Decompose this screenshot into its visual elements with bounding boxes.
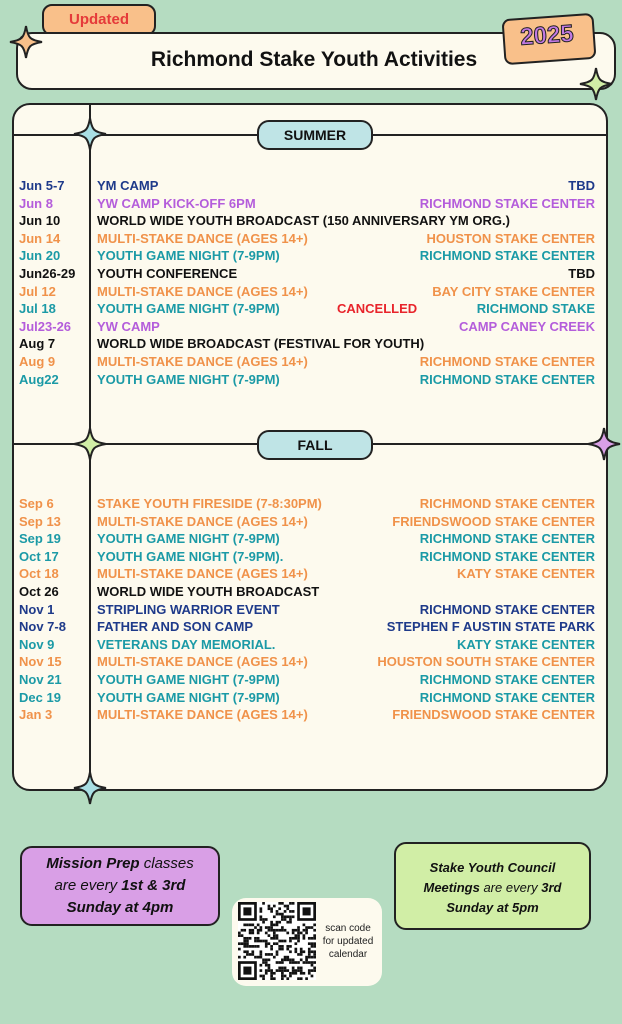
year-label: 2025 — [519, 20, 575, 51]
mission-prep-time: Sunday at 4pm — [66, 899, 174, 916]
event-location: RICHMOND STAKE CENTER — [419, 248, 595, 264]
event-date: Oct 26 — [19, 584, 59, 599]
event-date: Nov 15 — [19, 654, 62, 670]
event-title: MULTI-STAKE DANCE (AGES 14+) — [97, 230, 308, 246]
event-title: WORLD WIDE YOUTH BROADCAST (150 ANNIVERSARY YM ORG.) — [97, 213, 510, 229]
event-title: YOUTH GAME NIGHT (7-9PM) — [97, 689, 280, 705]
event-title: YOUTH GAME NIGHT (7-9PM) — [97, 301, 280, 317]
mission-prep-weeks: 1st & 3rd — [121, 877, 186, 894]
event-title: YOUTH GAME NIGHT (7-9PM) — [97, 248, 280, 264]
event-location: RICHMOND STAKE CENTER — [419, 195, 595, 211]
event-row — [0, 300, 622, 318]
event-row — [0, 371, 622, 389]
event-row — [0, 177, 622, 195]
section-label-summer: SUMMER — [257, 120, 373, 150]
event-title: WORLD WIDE YOUTH BROADCAST — [97, 584, 320, 599]
mission-prep-note — [20, 846, 220, 926]
council-week: 3rd — [541, 880, 562, 895]
event-date: Jun 8 — [19, 195, 53, 211]
event-date: Oct 17 — [19, 548, 59, 564]
sparkle-icon — [72, 426, 108, 462]
event-row — [0, 495, 622, 513]
event-title: YOUTH GAME NIGHT (7-9PM) — [97, 672, 280, 687]
youth-council-note — [394, 842, 591, 930]
event-title: MULTI-STAKE DANCE (AGES 14+) — [97, 354, 308, 369]
event-location: HOUSTON SOUTH STAKE CENTER — [377, 654, 595, 670]
sparkle-icon — [578, 66, 614, 102]
event-row — [0, 671, 622, 689]
event-location: RICHMOND STAKE CENTER — [419, 496, 595, 511]
event-title: MULTI-STAKE DANCE (AGES 14+) — [97, 707, 308, 723]
sparkle-icon — [8, 24, 44, 60]
event-date: Nov 7-8 — [19, 619, 66, 635]
event-row — [0, 335, 622, 353]
event-location: KATY STAKE CENTER — [457, 636, 595, 652]
event-date: Nov 9 — [19, 636, 55, 652]
event-title: MULTI-STAKE DANCE (AGES 14+) — [97, 283, 308, 299]
event-location: TBD — [568, 266, 595, 281]
updated-badge: Updated — [42, 4, 156, 36]
event-title: STRIPLING WARRIOR EVENT — [97, 601, 280, 617]
event-location: KATY STAKE CENTER — [457, 566, 595, 582]
event-row — [0, 653, 622, 671]
event-date: Sep 6 — [19, 496, 54, 511]
event-title: YW CAMP — [97, 318, 160, 334]
event-location: RICHMOND STAKE CENTER — [419, 354, 595, 369]
event-location: RICHMOND STAKE CENTER — [419, 531, 595, 547]
event-row — [0, 636, 622, 654]
event-date: Jul 12 — [19, 283, 56, 299]
council-when: are every — [479, 880, 542, 895]
event-location: STEPHEN F AUSTIN STATE PARK — [386, 619, 595, 635]
event-row — [0, 583, 622, 601]
event-title: YOUTH CONFERENCE — [97, 266, 238, 281]
event-title: MULTI-STAKE DANCE (AGES 14+) — [97, 513, 308, 529]
council-title: Stake Youth Council — [429, 860, 556, 875]
event-location: BAY CITY STAKE CENTER — [432, 283, 595, 299]
event-date: Jan 3 — [19, 707, 53, 723]
cancelled-label: CANCELLED — [337, 301, 418, 317]
event-title: YW CAMP KICK-OFF 6PM — [97, 195, 256, 211]
event-date: Jun 10 — [19, 213, 61, 229]
event-date: Jun 20 — [19, 248, 61, 264]
sparkle-icon — [72, 770, 108, 806]
event-title: YM CAMP — [97, 178, 159, 193]
event-title: VETERANS DAY MEMORIAL. — [97, 636, 276, 652]
page-title: Richmond Stake Youth Activities — [150, 48, 478, 71]
mission-prep-when: are every — [54, 877, 122, 894]
event-date: Jun 5-7 — [19, 178, 65, 193]
event-title: YOUTH GAME NIGHT (7-9PM) — [97, 371, 280, 387]
event-row — [0, 265, 622, 283]
event-title: YOUTH GAME NIGHT (7-9PM). — [97, 548, 284, 564]
event-row — [0, 195, 622, 213]
event-date: Aug 9 — [19, 354, 56, 369]
event-date: Oct 18 — [19, 566, 59, 582]
event-row — [0, 530, 622, 548]
event-row — [0, 618, 622, 636]
qr-code-icon[interactable] — [238, 902, 316, 980]
sparkle-icon — [72, 116, 108, 152]
event-date: Sep 13 — [19, 513, 61, 529]
event-date: Jun 14 — [19, 230, 61, 246]
event-row — [0, 706, 622, 724]
qr-caption: scan code for updated calendar — [322, 923, 374, 960]
event-location: RICHMOND STAKE CENTER — [419, 371, 595, 387]
event-row — [0, 318, 622, 336]
event-location: RICHMOND STAKE — [476, 301, 595, 317]
council-time: Sunday at 5pm — [446, 900, 539, 915]
event-date: Sep 19 — [19, 531, 61, 547]
event-location: FRIENDSWOOD STAKE CENTER — [392, 513, 595, 529]
event-location: CAMP CANEY CREEK — [458, 318, 595, 334]
section-label-fall: FALL — [257, 430, 373, 460]
event-location: RICHMOND STAKE CENTER — [419, 548, 595, 564]
event-row — [0, 548, 622, 566]
event-row — [0, 283, 622, 301]
event-date: Jul23-26 — [19, 318, 72, 334]
event-title: MULTI-STAKE DANCE (AGES 14+) — [97, 654, 308, 670]
event-date: Dec 19 — [19, 689, 61, 705]
event-title: WORLD WIDE BROADCAST (FESTIVAL FOR YOUTH) — [97, 336, 425, 352]
event-title: STAKE YOUTH FIRESIDE (7-8:30PM) — [97, 496, 322, 511]
council-meetings: Meetings — [423, 880, 480, 895]
event-location: RICHMOND STAKE CENTER — [419, 601, 595, 617]
event-row — [0, 212, 622, 230]
event-row — [0, 601, 622, 619]
event-date: Aug22 — [19, 371, 59, 387]
event-location: FRIENDSWOOD STAKE CENTER — [392, 707, 595, 723]
event-date: Nov 21 — [19, 672, 62, 687]
event-row — [0, 230, 622, 248]
event-row — [0, 689, 622, 707]
event-date: Aug 7 — [19, 336, 56, 352]
event-location: RICHMOND STAKE CENTER — [419, 689, 595, 705]
event-title: FATHER AND SON CAMP — [97, 619, 253, 635]
event-date: Jul 18 — [19, 301, 56, 317]
mission-prep-title: Mission Prep — [46, 855, 140, 872]
event-row — [0, 353, 622, 371]
event-title: MULTI-STAKE DANCE (AGES 14+) — [97, 566, 308, 582]
event-row — [0, 513, 622, 531]
sparkle-icon — [586, 426, 622, 462]
event-location: TBD — [568, 178, 595, 193]
event-row — [0, 565, 622, 583]
event-date: Nov 1 — [19, 601, 55, 617]
event-title: YOUTH GAME NIGHT (7-9PM) — [97, 531, 280, 547]
event-date: Jun26-29 — [19, 266, 76, 281]
event-location: RICHMOND STAKE CENTER — [419, 672, 595, 687]
mission-prep-classes: classes — [139, 855, 194, 872]
event-location: HOUSTON STAKE CENTER — [426, 230, 595, 246]
event-row — [0, 247, 622, 265]
